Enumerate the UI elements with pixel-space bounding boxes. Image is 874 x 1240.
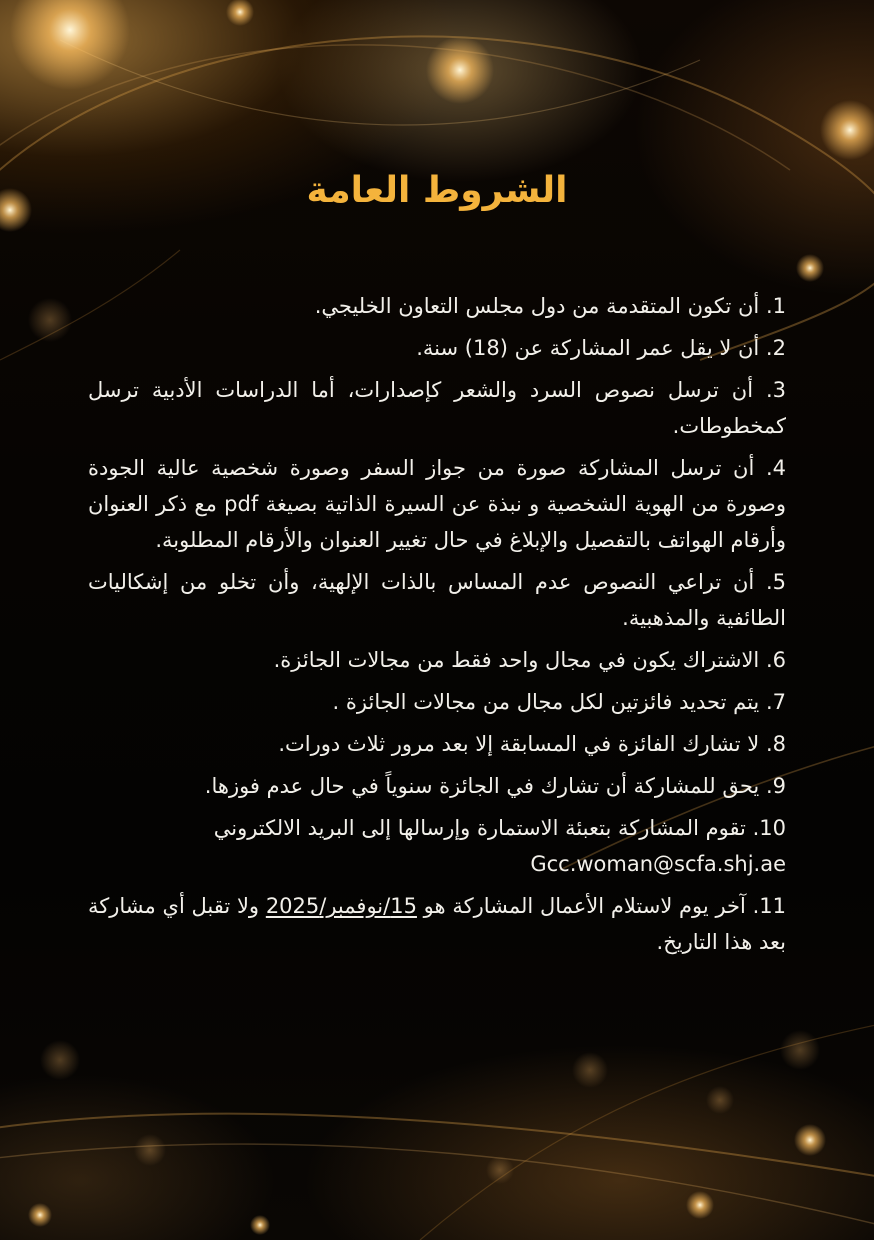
rule-item-5 [88,564,786,636]
rule-text: 3. أن ترسل نصوص السرد والشعر كإصدارات، أما الدراسات الأدبية ترسل كمخطوطات. [88,378,786,438]
rule-text: 6. الاشتراك يكون في مجال واحد فقط من مجالات الجائزة. [273,648,786,672]
rule-item-7 [88,684,786,720]
rule-item-1 [88,288,786,324]
rule-item-6 [88,642,786,678]
rule-text: 7. يتم تحديد فائزتين لكل مجال من مجالات الجائزة . [332,690,786,714]
rule-item-4 [88,450,786,558]
rule-item-8 [88,726,786,762]
rule-item-2 [88,330,786,366]
deadline-date: 15/نوفمبر/2025 [265,894,417,918]
page-title: الشروط العامة [306,170,568,211]
rule-text: 9. يحق للمشاركة أن تشارك في الجائزة سنوياً في حال عدم فوزها. [204,774,786,798]
rule-item-10 [88,810,786,882]
rule-item-11 [88,888,786,960]
rule-text: 2. أن لا يقل عمر المشاركة عن (18) سنة. [416,336,786,360]
rule-item-3 [88,372,786,444]
email-line [88,846,786,882]
rule-text: 10. تقوم المشاركة بتعبئة الاستمارة وإرسالها إلى البريد الالكتروني [213,816,786,840]
rule-text-suffix: ولا تقبل أي مشاركة بعد هذا التاريخ. [88,894,786,954]
contact-email-link[interactable]: Gcc.woman@scfa.shj.ae [530,852,786,876]
rule-item-9 [88,768,786,804]
rule-text: 8. لا تشارك الفائزة في المسابقة إلا بعد مرور ثلاث دورات. [278,732,786,756]
rule-text: 4. أن ترسل المشاركة صورة من جواز السفر وصورة شخصية عالية الجودة وصورة من الهوية الشخصية و نبذة عن السيرة الذاتية بصيغة pdf مع ذكر العنوان وأرقام الهواتف بالتفصيل والإبلاغ في حال تغيير العنوان والأرقام المطلوبة. [88,456,787,552]
general-conditions-list [88,288,786,966]
rule-text: 1. أن تكون المتقدمة من دول مجلس التعاون الخليجي. [314,294,786,318]
rule-text: 5. أن تراعي النصوص عدم المساس بالذات الإلهية، وأن تخلو من إشكاليات الطائفية والمذهبية. [88,570,786,630]
rule-text-prefix: 11. آخر يوم لاستلام الأعمال المشاركة هو [416,894,787,918]
